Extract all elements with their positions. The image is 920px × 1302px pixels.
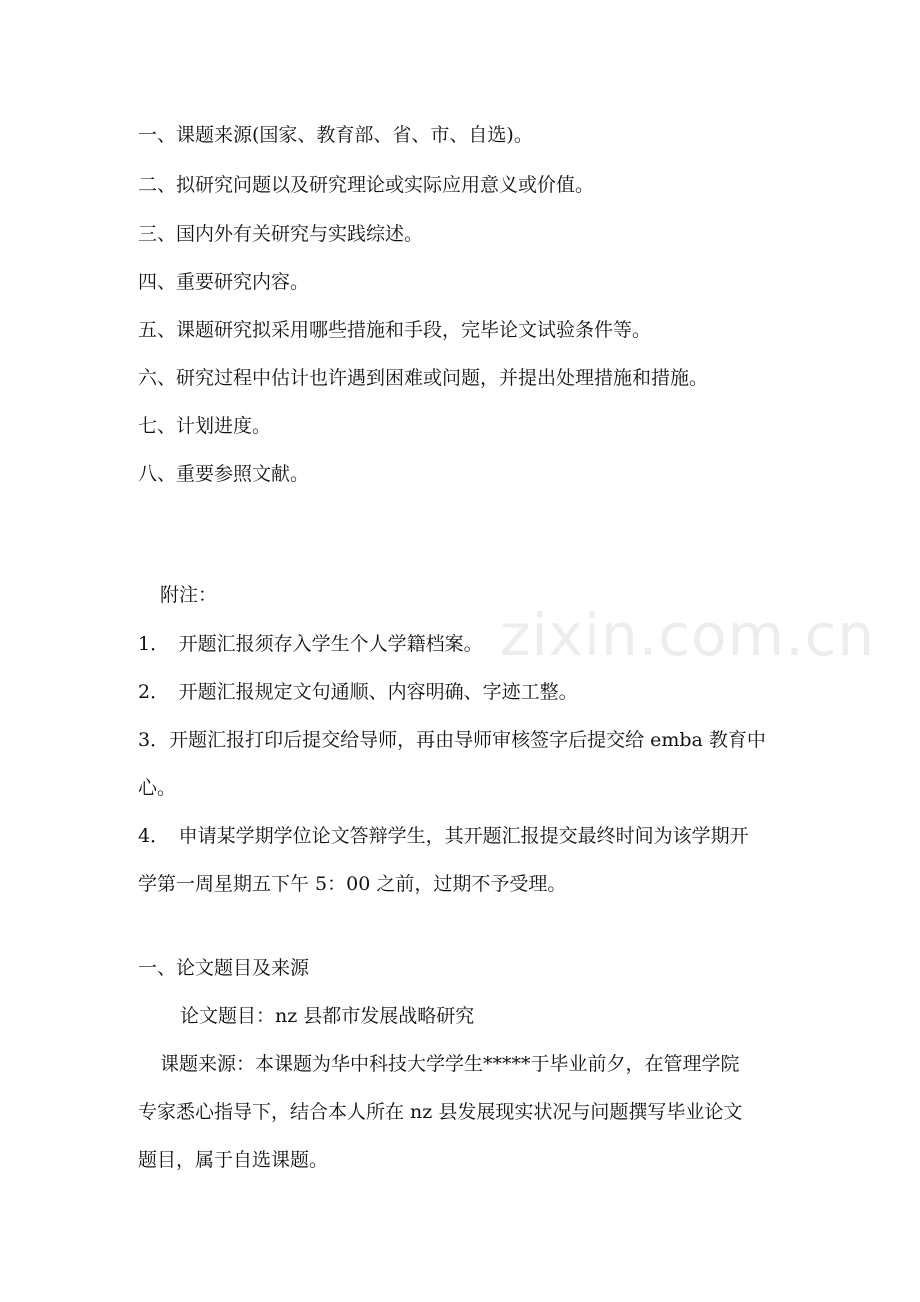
note-item-4: 4． 申请某学期学位论文答辩学生，其开题汇报提交最终时间为该学期开	[138, 825, 749, 847]
notes-heading: 附注：	[160, 584, 218, 606]
outline-item-1: 一、课题来源(国家、教育部、省、市、自选)。	[138, 124, 533, 146]
outline-item-8: 八、重要参照文献。	[138, 463, 310, 485]
source-line-2: 专家悉心指导下，结合本人所在 nz 县发展现实状况与问题撰写毕业论文	[138, 1101, 743, 1123]
note-item-3-continued: 心。	[138, 777, 177, 799]
note-item-3: 3．开题汇报打印后提交给导师，再由导师审核签字后提交给 emba 教育中	[138, 729, 766, 751]
outline-item-6: 六、研究过程中估计也许遇到困难或问题，并提出处理措施和措施。	[138, 367, 709, 389]
outline-item-7: 七、计划进度。	[138, 415, 272, 437]
outline-item-2: 二、拟研究问题以及研究理论或实际应用意义或价值。	[138, 174, 595, 196]
source-line-3: 题目，属于自选课题。	[138, 1149, 329, 1171]
note-item-2: 2． 开题汇报规定文句通顺、内容明确、字迹工整。	[138, 681, 578, 703]
section-heading: 一、论文题目及来源	[138, 957, 310, 979]
watermark: zixin.com.cn	[500, 601, 876, 669]
outline-item-4: 四、重要研究内容。	[138, 271, 310, 293]
note-item-4-continued: 学第一周星期五下午 5：00 之前，过期不予受理。	[138, 873, 567, 895]
outline-item-3: 三、国内外有关研究与实践综述。	[138, 223, 424, 245]
outline-item-5: 五、课题研究拟采用哪些措施和手段，完毕论文试验条件等。	[138, 319, 652, 341]
source-line-1: 课题来源：本课题为华中科技大学学生*****于毕业前夕，在管理学院	[160, 1053, 740, 1075]
note-item-1: 1． 开题汇报须存入学生个人学籍档案。	[138, 633, 483, 655]
thesis-title-line: 论文题目：nz 县都市发展战略研究	[180, 1005, 475, 1027]
